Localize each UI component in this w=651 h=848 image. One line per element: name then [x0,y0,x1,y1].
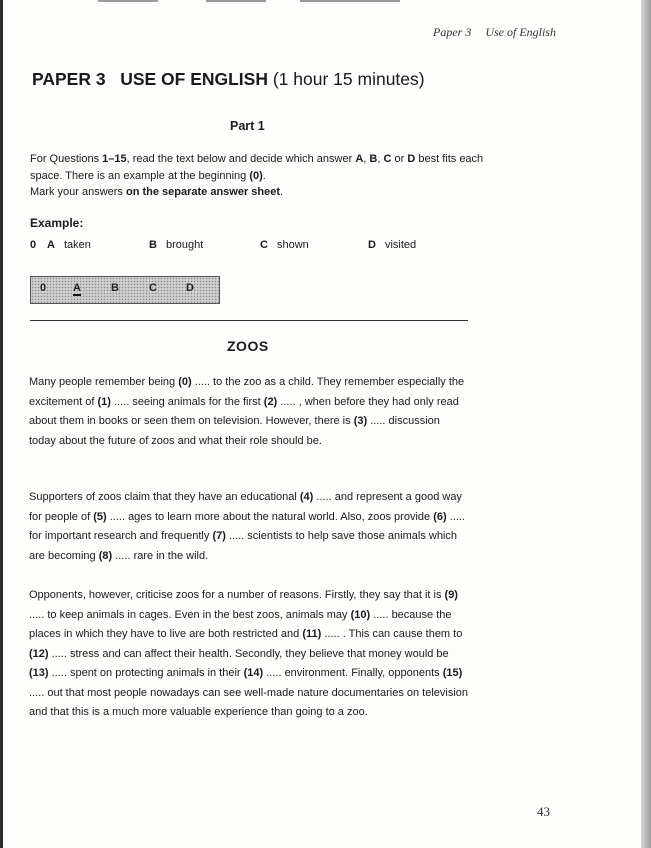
divider [30,320,468,321]
page-right-edge [641,0,651,848]
running-head-section: Use of English [485,25,556,39]
instructions [30,151,510,201]
instructions-line-2: Mark your answers on the separate answer sheet. [30,186,284,198]
answer-box-option-d: D [186,282,194,294]
gap-15: (15) [442,667,463,679]
gap-12: (12) [29,647,49,660]
example-answer-box [30,276,220,304]
gap-3: (3) [353,415,368,427]
example-label: Example: [30,216,84,230]
page-title [32,69,425,90]
answer-box-option-c: C [149,282,157,294]
gap-7: (7) [212,530,226,542]
gap-4: (4) [299,491,314,503]
duration-label: (1 hour 15 minutes) [272,69,425,89]
example-option-b: B brought [149,239,204,251]
answer-box-number: 0 [40,282,47,294]
gap-11: (11) [302,628,322,640]
answer-box-option-b: B [111,282,119,294]
gap-8: (8) [98,549,113,562]
part-title: Part 1 [230,119,265,133]
running-head-paper: Paper 3 [433,25,472,39]
instructions-line-1: For Questions 1–15, read the text below and decide which answer A, B, C or D best fits each space. There is an example at the beginning (0). [30,153,484,182]
page-left-edge [0,0,3,848]
example-number: 0 [30,239,37,251]
gap-6: (6) [433,510,447,523]
section-label: USE OF ENGLISH [120,69,268,89]
top-edge-mark [98,0,158,2]
paragraph-1: Many people remember being (0) ..... to the zoo as a child. They remember especially the excitement of (1) ..... seeing animals for the first (2) ..... , when before they had only read about them in books or seen them on television. However, there is (3) ..... discussion today about the future of zoos and what their role should be. [29,376,465,447]
answer-box-option-a: A [73,282,81,294]
gap-10: (10) [350,608,371,621]
gap-14: (14) [243,667,264,679]
running-head [433,25,556,40]
example-option-c: C shown [260,239,309,251]
gap-2: (2) [263,395,278,408]
example-option-a: A taken [47,239,91,251]
gap-13: (13) [29,667,49,679]
gap-1: (1) [97,395,111,408]
page-number: 43 [537,804,550,819]
paper-label: PAPER 3 [32,69,106,89]
text-title: ZOOS [227,338,269,354]
top-edge-mark [300,0,400,2]
gap-0: (0) [178,376,192,388]
paragraph-2: Supporters of zoos claim that they have an educational (4) ..... and represent a good way for people of (5) ..... ages to learn more about the natural world. Also, zoos provide (6) ..... for important research and frequently (7) ..... scientists to help save those animals which are becoming (8) ..... rare in the wild. [29,491,465,562]
paragraph-3: Opponents, however, criticise zoos for a number of reasons. Firstly, they say that it is (9) ..... to keep animals in cages. Even in the best zoos, animals may (10) ..... because the places in which they have to live are both restricted and (11) ..... . This can cause them to (12) ..... stress and can affect their health. Secondly, they believe that money would be (13) ..... spent on protecting animals in their (14) ..... environment. Finally, opponents (15) ..... out that most people nowadays can see well-made nature documentaries on television and that this is a much more valuable experience than going to a zoo. [29,589,469,718]
gap-5: (5) [93,510,107,523]
top-edge-mark [206,0,266,2]
gap-9: (9) [444,589,458,601]
example-option-d: D visited [368,239,417,251]
